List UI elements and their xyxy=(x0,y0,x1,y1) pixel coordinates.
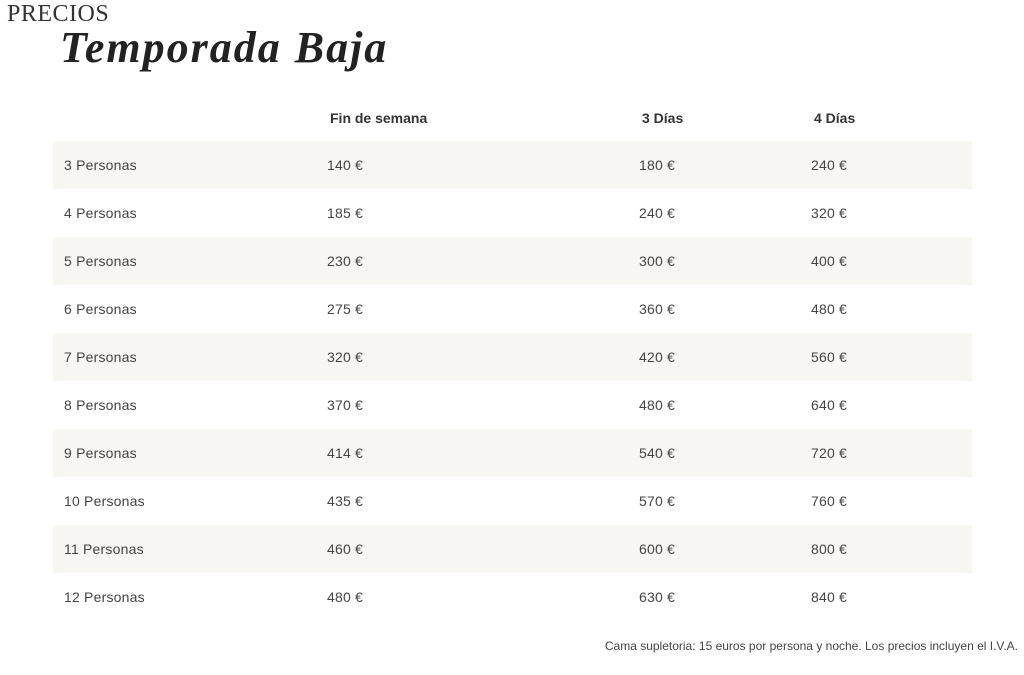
price-four-days: 840 € xyxy=(811,589,848,605)
price-four-days: 480 € xyxy=(811,301,848,317)
price-three-days: 570 € xyxy=(639,493,676,509)
row-label: 10 Personas xyxy=(64,493,145,509)
price-four-days: 640 € xyxy=(811,397,848,413)
table-row xyxy=(53,189,972,237)
price-three-days: 480 € xyxy=(639,397,676,413)
section-eyebrow: PRECIOS xyxy=(7,1,110,27)
table-body xyxy=(53,141,972,621)
page-title: Temporada Baja xyxy=(60,23,389,72)
row-label: 5 Personas xyxy=(53,237,327,285)
price-weekend: 275 € xyxy=(327,301,364,317)
price-weekend: 414 € xyxy=(327,429,639,477)
table-row xyxy=(53,573,972,621)
price-weekend: 320 € xyxy=(327,333,639,381)
row-label: 9 Personas xyxy=(53,429,327,477)
header-label-column xyxy=(53,94,327,141)
price-weekend: 140 € xyxy=(327,141,639,189)
price-three-days: 240 € xyxy=(639,205,676,221)
price-four-days: 320 € xyxy=(811,205,848,221)
price-weekend: 480 € xyxy=(327,589,364,605)
table-row xyxy=(53,381,972,429)
row-label: 8 Personas xyxy=(64,397,137,413)
price-three-days: 360 € xyxy=(639,301,676,317)
price-weekend: 370 € xyxy=(327,397,364,413)
row-label: 4 Personas xyxy=(64,205,137,221)
price-weekend: 460 € xyxy=(327,525,639,573)
footnote: Cama supletoria: 15 euros por persona y noche. Los precios incluyen el I.V.A. xyxy=(604,639,1018,653)
price-three-days: 180 € xyxy=(639,141,811,189)
price-three-days: 630 € xyxy=(639,589,676,605)
header-weekend: Fin de semana xyxy=(330,109,428,126)
table-row xyxy=(53,333,972,381)
table-header-row xyxy=(53,94,972,141)
table-row xyxy=(53,477,972,525)
price-four-days: 720 € xyxy=(811,429,972,477)
row-label: 3 Personas xyxy=(53,141,327,189)
price-four-days: 800 € xyxy=(811,525,972,573)
price-four-days: 400 € xyxy=(811,237,972,285)
row-label: 6 Personas xyxy=(64,301,137,317)
price-three-days: 540 € xyxy=(639,429,811,477)
price-three-days: 300 € xyxy=(639,237,811,285)
price-weekend: 185 € xyxy=(327,205,364,221)
table-row xyxy=(53,285,972,333)
price-three-days: 600 € xyxy=(639,525,811,573)
price-table xyxy=(53,94,972,621)
price-four-days: 240 € xyxy=(811,141,972,189)
price-three-days: 420 € xyxy=(639,333,811,381)
table-row xyxy=(53,525,972,573)
price-four-days: 760 € xyxy=(811,493,848,509)
header-three-days: 3 Días xyxy=(642,109,684,126)
table-row xyxy=(53,237,972,285)
table-row xyxy=(53,429,972,477)
price-weekend: 435 € xyxy=(327,493,364,509)
price-weekend: 230 € xyxy=(327,237,639,285)
price-four-days: 560 € xyxy=(811,333,972,381)
row-label: 12 Personas xyxy=(64,589,145,605)
table-row xyxy=(53,141,972,189)
row-label: 7 Personas xyxy=(53,333,327,381)
header-four-days: 4 Días xyxy=(814,109,856,126)
row-label: 11 Personas xyxy=(53,525,327,573)
